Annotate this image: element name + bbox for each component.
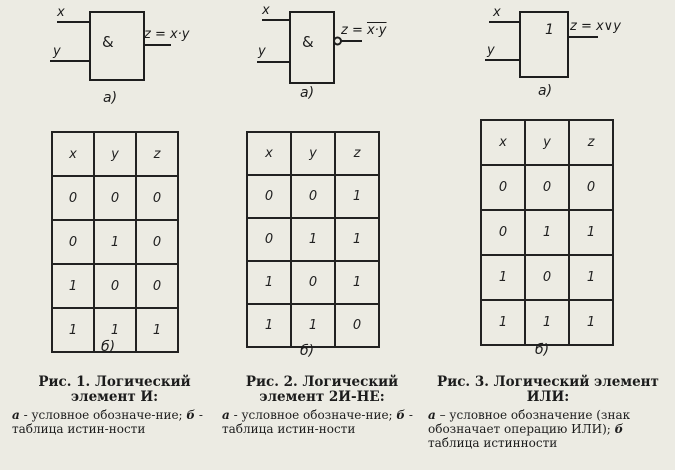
table-row — [247, 304, 379, 347]
table-cell: 0 — [569, 165, 613, 210]
table-cell: 1 — [52, 308, 94, 352]
gate3-input-x-label: x — [493, 5, 501, 20]
gate1-box — [90, 12, 144, 80]
table-cell: 0 — [291, 261, 335, 304]
caption-heading: Рис. 3. Логический элемент ИЛИ: — [437, 374, 659, 405]
header-cell: x — [247, 132, 291, 175]
table-cell: 1 — [291, 218, 335, 261]
caption-description: а - условное обозначе-ние; б - таблица истин-ности — [12, 408, 203, 436]
table-cell: 0 — [52, 176, 94, 220]
table-row — [52, 264, 178, 308]
table-cell: 1 — [247, 261, 291, 304]
table-cell: 0 — [291, 175, 335, 218]
gate2-output-expression: x·y — [366, 23, 387, 38]
table-row — [481, 300, 613, 345]
table-cell: 1 — [481, 300, 525, 345]
table-cell: 1 — [569, 210, 613, 255]
table-cell: 1 — [569, 255, 613, 300]
table-cell: 0 — [525, 165, 569, 210]
table-cell: 0 — [94, 264, 136, 308]
table-cell: 0 — [136, 220, 178, 264]
table-row — [52, 220, 178, 264]
caption-description: а - условное обозначе-ние; б - таблица истин-ности — [222, 408, 413, 436]
gate1-symbol: & — [102, 33, 114, 51]
truth-table-nand — [246, 131, 380, 348]
table-cell: 1 — [525, 300, 569, 345]
table-cell: 1 — [569, 300, 613, 345]
gate2-inversion-bubble — [334, 38, 341, 45]
table-cell: 1 — [481, 255, 525, 300]
truth-table-and — [51, 131, 179, 353]
table1-label: б) — [101, 339, 116, 355]
table-cell: 0 — [335, 304, 379, 347]
caption-description: а – условное обозначение (знак обозначает операцию ИЛИ); б таблица истинности — [428, 408, 631, 450]
table3-label: б) — [535, 342, 550, 358]
table-cell: 1 — [335, 218, 379, 261]
gate2-diagram-label: а) — [300, 85, 315, 101]
gate-diagrams — [0, 0, 675, 120]
table-header-row — [52, 132, 178, 176]
header-cell: x — [481, 120, 525, 165]
header-cell: x — [52, 132, 94, 176]
gate3-output-label: z = x∨y — [570, 19, 621, 34]
table-row — [481, 255, 613, 300]
table-cell: 1 — [291, 304, 335, 347]
caption-heading: Рис. 2. Логический элемент 2И-НЕ: — [245, 374, 399, 405]
gate1-output-expression: x·y — [169, 27, 190, 42]
header-cell: z — [569, 120, 613, 165]
table-header-row — [481, 120, 613, 165]
table-cell: 1 — [136, 308, 178, 352]
table2-label: б) — [300, 343, 315, 359]
table-row — [247, 218, 379, 261]
caption-heading: Рис. 1. Логический элемент И: — [38, 374, 191, 405]
gate2-symbol: & — [302, 33, 314, 51]
gate2-output-label: z = x·y — [341, 23, 387, 38]
table-cell: 1 — [335, 261, 379, 304]
table-cell: 0 — [481, 210, 525, 255]
caption-figure-1 — [12, 375, 217, 436]
table-cell: 0 — [481, 165, 525, 210]
table-row — [52, 176, 178, 220]
table-cell: 0 — [52, 220, 94, 264]
header-cell: z — [335, 132, 379, 175]
gate1-output-label: z = x·y — [144, 27, 190, 42]
table-row — [247, 175, 379, 218]
gate3-diagram-label: а) — [538, 83, 553, 99]
table-row — [481, 165, 613, 210]
table-cell: 0 — [525, 255, 569, 300]
gate1-input-x-label: x — [57, 5, 65, 20]
table-header-row — [247, 132, 379, 175]
gate3-output-expression: x∨y — [595, 19, 621, 34]
header-cell: y — [291, 132, 335, 175]
table-cell: 0 — [136, 264, 178, 308]
table-cell: 1 — [94, 220, 136, 264]
table-cell: 1 — [335, 175, 379, 218]
table-cell: 0 — [247, 218, 291, 261]
table-cell: 1 — [94, 308, 136, 352]
gate2-input-y-label: y — [258, 44, 266, 59]
caption-figure-2 — [222, 375, 422, 436]
table-row — [481, 210, 613, 255]
table-cell: 1 — [525, 210, 569, 255]
truth-table-or — [480, 119, 614, 346]
table-cell: 0 — [136, 176, 178, 220]
gate2-input-x-label: x — [262, 3, 270, 18]
table-cell: 1 — [52, 264, 94, 308]
header-cell: z — [136, 132, 178, 176]
header-cell: y — [525, 120, 569, 165]
table-row — [247, 261, 379, 304]
gate3-box — [520, 12, 568, 77]
gate1-diagram-label: а) — [103, 90, 118, 106]
header-cell: y — [94, 132, 136, 176]
gate3-symbol: 1 — [545, 22, 554, 38]
table-cell: 1 — [247, 304, 291, 347]
caption-figure-3 — [428, 375, 668, 450]
gate3-input-y-label: y — [487, 43, 495, 58]
table-cell: 0 — [94, 176, 136, 220]
gate1-input-y-label: y — [53, 44, 61, 59]
table-cell: 0 — [247, 175, 291, 218]
